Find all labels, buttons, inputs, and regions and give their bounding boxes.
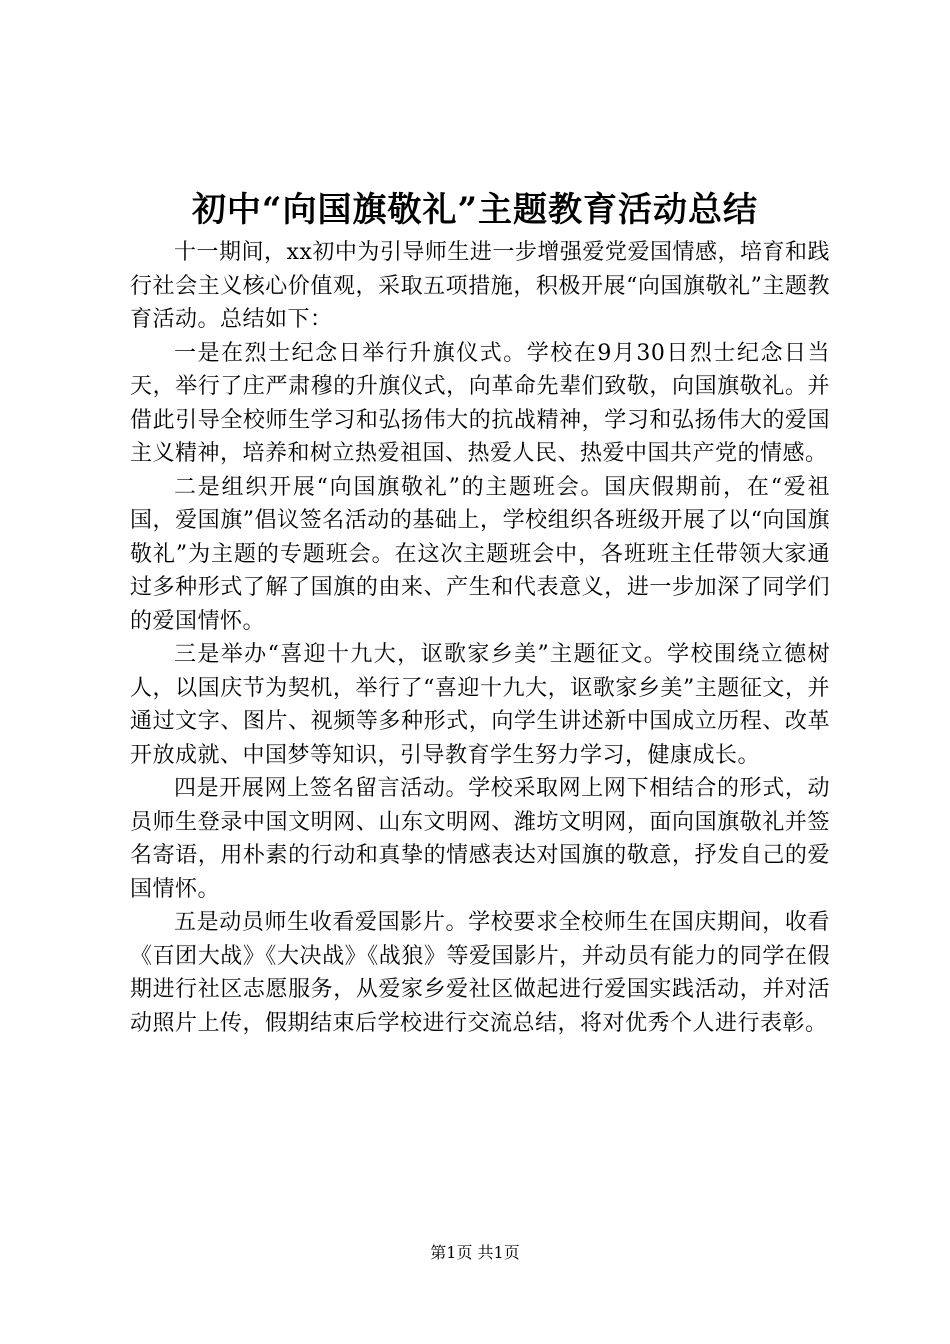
document-title: 初中“向国旗敬礼”主题教育活动总结 xyxy=(191,190,759,230)
document-body xyxy=(130,236,830,1040)
paragraph-measure-2: 二是组织开展“向国旗敬礼”的主题班会。国庆假期前，在“爱祖国，爱国旗”倡议签名活动的基础上，学校组织各班级开展了以“向国旗敬礼”为主题的专题班会。在这次主题班会中，各班班主任带领大家通过多种形式了解了国旗的由来、产生和代表意义，进一步加深了同学们的爱国情怀。 xyxy=(130,474,830,634)
paragraph-measure-3: 三是举办“喜迎十九大，讴歌家乡美”主题征文。学校围绕立德树人，以国庆节为契机，举行了“喜迎十九大，讴歌家乡美”主题征文，并通过文字、图片、视频等多种形式，向学生讲述新中国成立历程、改革开放成就、中国梦等知识，引导教育学生努力学习，健康成长。 xyxy=(130,642,830,768)
paragraph-measure-5: 五是动员师生收看爱国影片。学校要求全校师生在国庆期间，收看《百团大战》《大决战》《战狼》等爱国影片，并动员有能力的同学在假期进行社区志愿服务，从爱家乡爱社区做起进行爱国实践活动，并对活动照片上传，假期结束后学校进行交流总结，将对优秀个人进行表彰。 xyxy=(130,910,830,1036)
paragraph-measure-1: 一是在烈士纪念日举行升旗仪式。学校在9月30日烈士纪念日当天，举行了庄严肃穆的升旗仪式，向革命先辈们致敬，向国旗敬礼。并借此引导全校师生学习和弘扬伟大的抗战精神，学习和弘扬伟大的爱国主义精神，培养和树立热爱祖国、热爱人民、热爱中国共产党的情感。 xyxy=(130,340,830,466)
paragraph-measure-4: 四是开展网上签名留言活动。学校采取网上网下相结合的形式，动员师生登录中国文明网、山东文明网、潍坊文明网，面向国旗敬礼并签名寄语，用朴素的行动和真挚的情感表达对国旗的敬意，抒发自己的爱国情怀。 xyxy=(130,776,830,902)
paragraph-intro: 十一期间，xx初中为引导师生进一步增强爱党爱国情感，培育和践行社会主义核心价值观，采取五项措施，积极开展“向国旗敬礼”主题教育活动。总结如下： xyxy=(130,240,830,332)
page-number-footer: 第1页 共1页 xyxy=(430,1243,520,1262)
